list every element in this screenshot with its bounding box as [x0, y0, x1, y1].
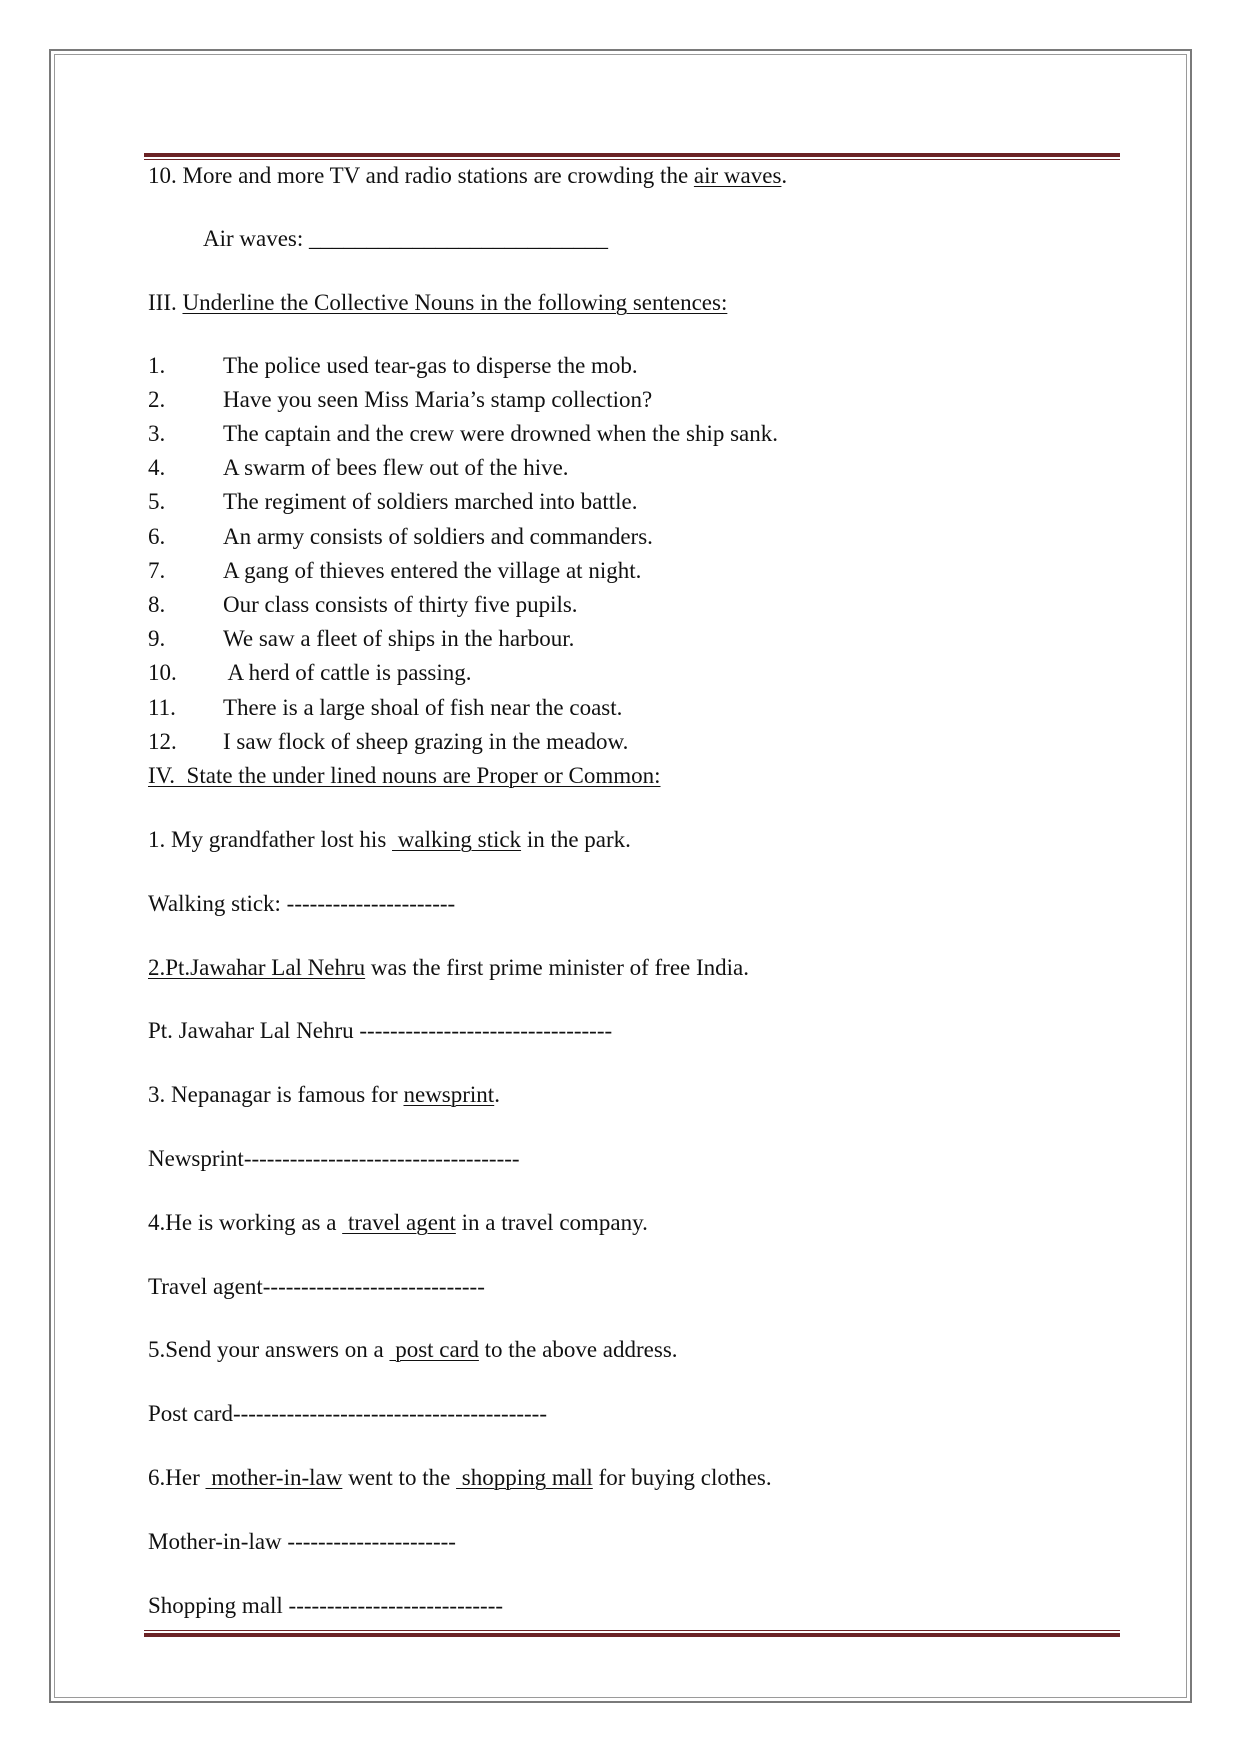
- underlined-noun: post card: [389, 1337, 479, 1362]
- underlined-noun: newsprint: [403, 1082, 495, 1107]
- list-item: 7. A gang of thieves entered the village at night.: [148, 558, 642, 583]
- answer-shopping-mall: Shopping mall ----------------------------: [148, 1593, 504, 1618]
- answer-air-waves: Air waves: __________________________: [203, 226, 609, 251]
- answer-newsprint: Newsprint------------------------------------: [148, 1146, 520, 1171]
- underlined-noun: shopping mall: [456, 1465, 593, 1490]
- answer-post-card: Post card-----------------------------------------: [148, 1401, 547, 1426]
- section-4-heading: IV. State the under lined nouns are Proper or Common:: [148, 763, 661, 788]
- list-item: 4. A swarm of bees flew out of the hive.: [148, 455, 569, 480]
- answer-nehru: Pt. Jawahar Lal Nehru ---------------------------------: [148, 1018, 613, 1043]
- answer-travel-agent: Travel agent-----------------------------: [148, 1274, 485, 1299]
- question-post-card: 5.Send your answers on a post card to the above address.: [148, 1337, 678, 1362]
- bottom-rule: [144, 1630, 1120, 1637]
- list-item: 5. The regiment of soldiers marched into battle.: [148, 489, 638, 514]
- section-3-heading: III. Underline the Collective Nouns in the following sentences:: [148, 290, 728, 315]
- question-newsprint: 3. Nepanagar is famous for newsprint.: [148, 1082, 500, 1107]
- underlined-noun: mother-in-law: [205, 1465, 343, 1490]
- list-item: 12. I saw flock of sheep grazing in the meadow.: [148, 729, 629, 754]
- top-rule: [144, 153, 1120, 160]
- underlined-noun: walking stick: [392, 827, 522, 852]
- question-nehru: 2.Pt.Jawahar Lal Nehru was the first prime minister of free India.: [148, 955, 750, 980]
- list-item: 2. Have you seen Miss Maria’s stamp collection?: [148, 387, 653, 412]
- question-mother-in-law: 6.Her mother-in-law went to the shopping mall for buying clothes.: [148, 1465, 772, 1490]
- underlined-noun: 2.Pt.Jawahar Lal Nehru: [148, 955, 366, 980]
- list-item: 10. A herd of cattle is passing.: [148, 660, 472, 685]
- answer-mother-in-law: Mother-in-law ----------------------: [148, 1529, 456, 1554]
- list-item: 9. We saw a fleet of ships in the harbour.: [148, 626, 575, 651]
- question-walking-stick: 1. My grandfather lost his walking stick in the park.: [148, 827, 631, 852]
- underlined-noun: air waves: [693, 163, 782, 188]
- question-10: 10. More and more TV and radio stations are crowding the air waves.: [148, 163, 788, 188]
- list-item: 6. An army consists of soldiers and commanders.: [148, 524, 653, 549]
- underlined-noun: travel agent: [342, 1210, 456, 1235]
- list-item: 11. There is a large shoal of fish near the coast.: [148, 695, 623, 720]
- list-item: 3. The captain and the crew were drowned when the ship sank.: [148, 421, 778, 446]
- answer-walking-stick: Walking stick: ----------------------: [148, 891, 456, 916]
- question-travel-agent: 4.He is working as a travel agent in a travel company.: [148, 1210, 648, 1235]
- list-item: 1. The police used tear-gas to disperse the mob.: [148, 353, 638, 378]
- list-item: 8. Our class consists of thirty five pupils.: [148, 592, 578, 617]
